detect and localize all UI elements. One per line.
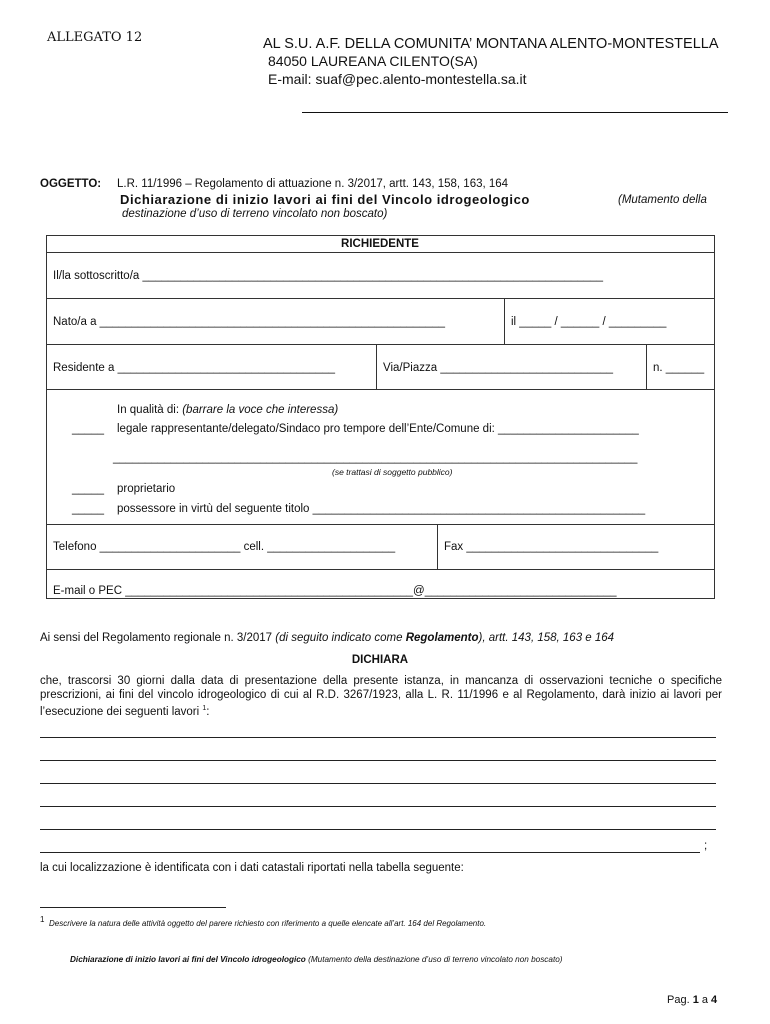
qualita-label-text: In qualità di: bbox=[117, 404, 180, 416]
footnote-number: 1 bbox=[40, 915, 45, 924]
row-divider bbox=[46, 344, 714, 345]
lavori-line[interactable] bbox=[40, 760, 716, 761]
col-divider bbox=[437, 524, 438, 569]
sottoscritto-field[interactable]: Il/la sottoscritto/a ________________________________________________________________________ bbox=[53, 270, 603, 282]
footer-caption bbox=[70, 955, 563, 964]
page-total: 4 bbox=[711, 994, 718, 1006]
ai-sensi-text bbox=[40, 632, 614, 644]
luogo-nascita-field[interactable]: Nato/a a ______________________________________________________ bbox=[53, 316, 446, 328]
ente-note: (se trattasi di soggetto pubblico) bbox=[332, 467, 453, 477]
col-divider bbox=[376, 344, 377, 389]
email-pec-field[interactable]: E-mail o PEC _____________________________________________@______________________________ bbox=[53, 585, 617, 597]
col-divider bbox=[504, 298, 505, 344]
oggetto-subtitle-b: destinazione d’uso di terreno vincolato non boscato) bbox=[122, 208, 388, 220]
telefono-cell-field[interactable]: Telefono ______________________ cell. ____________________ bbox=[53, 541, 396, 553]
oggetto-label: OGGETTO: bbox=[40, 178, 102, 190]
qualita-label bbox=[117, 404, 338, 416]
col-divider bbox=[646, 344, 647, 389]
ai-sensi-part: (di seguito indicato come bbox=[275, 632, 406, 644]
row-divider bbox=[46, 298, 714, 299]
via-piazza-field[interactable]: Via/Piazza ___________________________ bbox=[383, 362, 614, 374]
richiedente-heading: RICHIEDENTE bbox=[341, 238, 419, 250]
footnote-text: Descrivere la natura delle attività oggetto del parere richiesto con riferimento a quelle elencate all’art. 164 del Regolamento. bbox=[49, 919, 487, 928]
lavori-line[interactable] bbox=[40, 737, 716, 738]
fax-field[interactable]: Fax ______________________________ bbox=[444, 541, 659, 553]
footer-subtitle: (Mutamento della destinazione d’uso di terreno vincolato non boscato) bbox=[308, 955, 563, 964]
oggetto-law: L.R. 11/1996 – Regolamento di attuazione n. 3/2017, artt. 143, 158, 163, 164 bbox=[117, 178, 509, 190]
recipient-address-line2: 84050 LAUREANA CILENTO(SA) bbox=[268, 53, 478, 69]
option-possessore-checkbox[interactable]: _____ bbox=[72, 503, 104, 515]
allegato-label: ALLEGATO 12 bbox=[47, 30, 143, 45]
option-possessore-field[interactable]: possessore in virtù del seguente titolo ____________________________________________________ bbox=[117, 503, 646, 515]
recipient-address-line1: AL S.U. A.F. DELLA COMUNITA’ MONTANA ALENTO-MONTESTELLA bbox=[263, 36, 719, 52]
page-number bbox=[667, 994, 717, 1006]
row-divider bbox=[46, 569, 714, 570]
lavori-line[interactable] bbox=[40, 806, 716, 807]
ai-sensi-part: ), artt. 143, 158, 163 e 164 bbox=[478, 632, 615, 644]
recipient-email: E-mail: suaf@pec.alento-montestella.sa.it bbox=[268, 71, 527, 87]
page-of: a bbox=[698, 994, 712, 1006]
address-underline bbox=[302, 112, 728, 113]
footer-title: Dichiarazione di inizio lavori ai fini del Vincolo idrogeologico bbox=[70, 955, 306, 964]
option-proprietario-checkbox[interactable]: _____ bbox=[72, 483, 104, 495]
row-divider bbox=[46, 524, 714, 525]
footnote-separator bbox=[40, 907, 226, 908]
lavori-line[interactable] bbox=[40, 852, 700, 853]
option-legale-rappresentante[interactable]: legale rappresentante/delegato/Sindaco pro tempore dell’Ente/Comune di: ______________________ bbox=[117, 423, 639, 435]
qualita-hint: (barrare la voce che interessa) bbox=[182, 404, 339, 416]
data-nascita-field[interactable]: il _____ / ______ / _________ bbox=[511, 316, 667, 328]
option-legale-checkbox[interactable]: _____ bbox=[72, 423, 104, 435]
page-prefix: Pag. bbox=[667, 994, 693, 1006]
footnote-ref: 1 bbox=[202, 705, 207, 712]
row-divider bbox=[46, 252, 714, 253]
localizzazione-text: la cui localizzazione è identificata con i dati catastali riportati nella tabella seguente: bbox=[40, 862, 464, 874]
lavori-line[interactable] bbox=[40, 783, 716, 784]
ai-sensi-part: Regolamento bbox=[405, 632, 479, 644]
dichiara-heading: DICHIARA bbox=[351, 654, 409, 666]
option-proprietario: proprietario bbox=[117, 483, 176, 495]
page-current: 1 bbox=[692, 994, 699, 1006]
ai-sensi-part: Ai sensi del Regolamento regionale n. 3/2017 bbox=[40, 632, 276, 644]
dichiara-paragraph-text: che, trascorsi 30 giorni dalla data di presentazione della presente istanza, in mancanza di osservazioni tecniche o specifiche prescrizioni, ai fini del vincolo idrogeologico di cui al R.D. 3267/1923, alla L. R. 11/1996 e al Regolamento, darà inizio ai lavori per l’esecuzione dei seguenti lavori bbox=[40, 675, 722, 718]
oggetto-title: Dichiarazione di inizio lavori ai fini del Vincolo idrogeologico bbox=[120, 192, 530, 207]
ente-name-field[interactable]: __________________________________________________________________________________ bbox=[113, 452, 638, 464]
numero-civico-field[interactable]: n. ______ bbox=[653, 362, 705, 374]
row-divider bbox=[46, 389, 714, 390]
dichiara-paragraph: che, trascorsi 30 giorni dalla data di presentazione della presente istanza, in mancanza di osservazioni tecniche o specifiche prescrizioni, ai fini del vincolo idrogeologico di cui al R.D. 3267/1923, alla L. R. 11/1996 e al Regolamento, darà inizio ai lavori per l’esecuzione dei seguenti lavori $^1$: bbox=[40, 675, 722, 718]
oggetto-subtitle-a: (Mutamento della bbox=[618, 194, 707, 206]
residente-field[interactable]: Residente a __________________________________ bbox=[53, 362, 336, 374]
lavori-line[interactable] bbox=[40, 829, 716, 830]
lavori-semicolon: ; bbox=[704, 840, 708, 852]
